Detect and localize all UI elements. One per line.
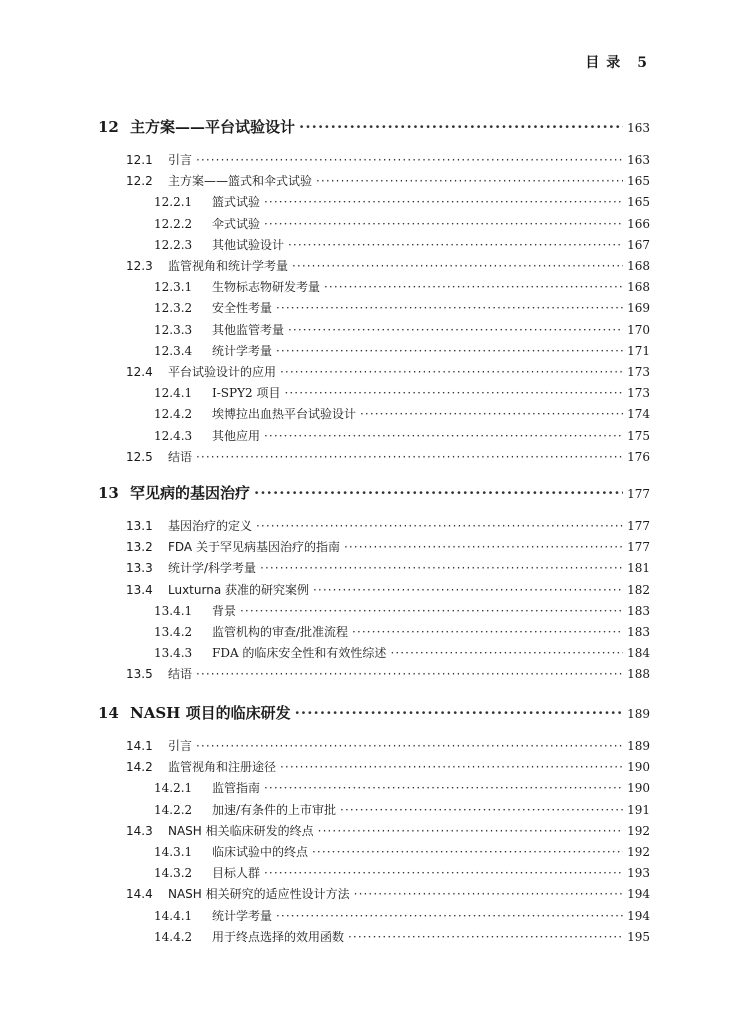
- toc-entry-title: 统计学考量: [212, 343, 273, 358]
- toc-entry-sub[interactable]: [154, 342, 650, 359]
- toc-entry-page-number: 182: [627, 582, 650, 597]
- toc-entry-title: 平台试验设计的应用: [168, 365, 277, 379]
- toc-entry-page-number: 190: [627, 781, 650, 796]
- toc-entry-title: 结语: [168, 667, 193, 682]
- dot-leader: [260, 561, 623, 575]
- toc-entry-number: 12.2.2: [154, 216, 193, 231]
- toc-entry-sub[interactable]: [154, 779, 650, 796]
- toc-entry-title: 监管视角和统计学考量: [168, 259, 289, 273]
- toc-entry-title: 主方案——篮式和伞式试验: [168, 174, 313, 189]
- toc-entry-title: NASH 相关临床研发的终点: [168, 823, 314, 838]
- toc-entry-title: 用于终点选择的效用函数: [212, 929, 345, 944]
- toc-entry-number: 14.2: [126, 760, 153, 775]
- toc-entry-sub[interactable]: [154, 644, 650, 661]
- toc-entry-title: 背景: [212, 603, 237, 618]
- toc-entry-number: 13.4.2: [154, 625, 193, 639]
- dot-leader: [256, 519, 623, 533]
- toc-entry-title: 伞式试验: [212, 216, 261, 231]
- toc-entry-number: 12.4.3: [154, 428, 193, 443]
- toc-entry-title: 其他试验设计: [212, 237, 285, 252]
- toc-entry-title: 其他应用: [212, 428, 261, 443]
- toc-entry-sub[interactable]: [154, 384, 650, 401]
- toc-entry-number: 13.2: [126, 540, 153, 555]
- toc-entry-number: 13.1: [126, 519, 153, 533]
- toc-entry-sub[interactable]: [154, 299, 650, 316]
- dot-leader: [344, 540, 623, 554]
- toc-entry-page-number: 177: [627, 519, 650, 533]
- toc-entry-sec[interactable]: [126, 758, 650, 775]
- dot-leader: [390, 646, 623, 660]
- toc-entry-title: 监管指南: [212, 781, 261, 796]
- toc-entry-title: 其他监管考量: [212, 322, 285, 337]
- dot-leader: [284, 386, 623, 400]
- toc-entry-number: 13: [98, 484, 119, 502]
- dot-leader: [316, 174, 623, 188]
- toc-entry-sub[interactable]: [154, 321, 650, 338]
- toc-entry-sub[interactable]: [154, 623, 650, 640]
- toc-entry-page-number: 174: [627, 407, 650, 422]
- toc-entry-number: 14.3.1: [154, 845, 193, 859]
- toc-entry-page-number: 167: [627, 237, 650, 252]
- dot-leader: [340, 803, 623, 817]
- toc-entry-sub[interactable]: [154, 427, 650, 444]
- toc-entry-chapter[interactable]: [98, 702, 650, 723]
- toc-entry-page-number: 166: [627, 216, 650, 231]
- toc-entry-sub[interactable]: [154, 405, 650, 422]
- toc-entry-number: 13.3: [126, 561, 153, 576]
- toc-entry-title: 结语: [168, 449, 193, 464]
- toc-entry-sec[interactable]: [126, 822, 650, 839]
- dot-leader: [288, 323, 623, 337]
- toc-entry-title: FDA 的临床安全性和有效性综述: [212, 646, 387, 661]
- toc-entry-number: 14.4: [126, 887, 153, 902]
- toc-entry-sec[interactable]: [126, 665, 650, 682]
- toc-entry-sub[interactable]: [154, 864, 650, 881]
- toc-entry-title: 统计学/科学考量: [168, 561, 257, 576]
- toc-entry-number: 12.2.3: [154, 237, 193, 252]
- toc-entry-title: 临床试验中的终点: [212, 845, 309, 859]
- toc-entry-sec[interactable]: [126, 737, 650, 754]
- dot-leader: [354, 887, 623, 901]
- toc-entry-title: 生物标志物研发考量: [212, 280, 321, 295]
- toc-entry-page-number: 193: [627, 866, 650, 881]
- toc-entry-title: 埃博拉出血热平台试验设计: [212, 407, 357, 422]
- toc-entry-title: 统计学考量: [212, 908, 273, 923]
- toc-entry-sub[interactable]: [154, 602, 650, 619]
- toc-entry-title: Luxturna 获准的研究案例: [168, 582, 309, 597]
- toc-entry-number: 14.4.2: [154, 929, 193, 944]
- toc-entry-number: 12.4: [126, 365, 153, 379]
- toc-entry-sec[interactable]: [126, 559, 650, 576]
- toc-entry-title: 篮式试验: [212, 195, 261, 210]
- toc-entry-title: 主方案——平台试验设计: [130, 118, 296, 136]
- toc-entry-page-number: 189: [627, 739, 650, 753]
- toc-entry-number: 13.4.3: [154, 646, 193, 661]
- dot-leader: [313, 583, 623, 597]
- toc-entry-page-number: 163: [627, 153, 650, 167]
- toc-entry-page-number: 173: [627, 365, 650, 379]
- toc-entry-number: 12.3.3: [154, 322, 193, 337]
- dot-leader: [276, 301, 623, 315]
- toc-entry-number: 12: [98, 118, 119, 136]
- toc-entry-page-number: 173: [627, 386, 650, 401]
- toc-entry-title: 引言: [168, 739, 193, 753]
- toc-entry-page-number: 163: [627, 121, 650, 135]
- toc-entry-number: 13.4.1: [154, 603, 193, 618]
- toc-entry-page-number: 168: [627, 280, 650, 295]
- toc-entry-title: 基因治疗的定义: [168, 519, 253, 533]
- dot-leader: [280, 365, 623, 379]
- toc-entry-number: 14.2.1: [154, 781, 193, 796]
- toc-entry-page-number: 168: [627, 259, 650, 273]
- dot-leader: [254, 484, 623, 502]
- toc-entry-sub[interactable]: [154, 236, 650, 253]
- toc-entry-page-number: 183: [627, 625, 650, 639]
- toc-entry-sec[interactable]: [126, 172, 650, 189]
- toc-entry-number: 12.2.1: [154, 195, 193, 210]
- toc-entry-number: 12.3.2: [154, 301, 193, 316]
- toc-entry-page-number: 170: [627, 322, 650, 337]
- running-header-title: 目 录: [585, 55, 622, 71]
- toc-entry-number: 14.3: [126, 823, 153, 838]
- toc-entry-sub[interactable]: [154, 907, 650, 924]
- toc-entry-page-number: 181: [627, 561, 650, 576]
- toc-entry-title: I-SPY2 项目: [212, 386, 281, 401]
- toc-entry-page-number: 191: [627, 802, 650, 817]
- toc-entry-title: 引言: [168, 153, 193, 167]
- dot-leader: [312, 845, 623, 859]
- toc-entry-chapter[interactable]: [98, 482, 650, 503]
- toc-entry-number: 12.2: [126, 174, 153, 189]
- toc-entry-page-number: 169: [627, 301, 650, 316]
- dot-leader: [264, 195, 623, 209]
- toc-entry-page-number: 194: [627, 887, 650, 902]
- toc-entry-title: 罕见病的基因治疗: [130, 484, 251, 502]
- toc-entry-chapter[interactable]: [98, 116, 650, 137]
- toc-entry-number: 12.5: [126, 449, 153, 464]
- toc-entry-sec[interactable]: [126, 257, 650, 274]
- dot-leader: [360, 407, 623, 421]
- running-header-page-number: 5: [637, 55, 648, 71]
- dot-leader: [196, 153, 623, 167]
- dot-leader: [292, 259, 623, 273]
- dot-leader: [240, 604, 623, 618]
- toc-entry-page-number: 192: [627, 823, 650, 838]
- toc-entry-sec[interactable]: [126, 517, 650, 534]
- dot-leader: [196, 450, 623, 464]
- dot-leader: [196, 739, 623, 753]
- toc-entry-number: 12.1: [126, 153, 153, 167]
- toc-entry-page-number: 177: [627, 487, 650, 501]
- toc-entry-number: 13.4: [126, 582, 153, 597]
- toc-entry-number: 14.3.2: [154, 866, 193, 881]
- dot-leader: [276, 344, 623, 358]
- toc-entry-page-number: 165: [627, 195, 650, 210]
- dot-leader: [324, 280, 623, 294]
- dot-leader: [264, 429, 623, 443]
- toc-entry-page-number: 183: [627, 603, 650, 618]
- dot-leader: [280, 760, 623, 774]
- dot-leader: [299, 118, 623, 136]
- toc-entry-sec[interactable]: [126, 581, 650, 598]
- toc-entry-number: 14.1: [126, 739, 153, 753]
- toc-entry-page-number: 190: [627, 760, 650, 775]
- toc-entry-sec[interactable]: [126, 448, 650, 465]
- toc-entry-sub[interactable]: [154, 278, 650, 295]
- running-header: [585, 52, 648, 72]
- dot-leader: [352, 625, 623, 639]
- toc-entry-page-number: 171: [627, 343, 650, 358]
- dot-leader: [295, 704, 624, 722]
- dot-leader: [264, 866, 623, 880]
- toc-entry-page-number: 189: [627, 707, 650, 721]
- dot-leader: [318, 824, 623, 838]
- toc-entry-number: 12.3: [126, 259, 153, 273]
- toc-entry-sec[interactable]: [126, 538, 650, 555]
- toc-entry-number: 14.2.2: [154, 802, 193, 817]
- toc-entry-title: NASH 项目的临床研发: [130, 704, 291, 722]
- dot-leader: [276, 909, 623, 923]
- toc-entry-sec[interactable]: [126, 885, 650, 902]
- toc-entry-number: 12.4.1: [154, 386, 193, 401]
- toc-entry-sub[interactable]: [154, 843, 650, 860]
- toc-entry-sub[interactable]: [154, 928, 650, 945]
- toc-entry-title: 目标人群: [212, 866, 261, 881]
- toc-entry-sec[interactable]: [126, 363, 650, 380]
- dot-leader: [264, 217, 623, 231]
- dot-leader: [348, 930, 623, 944]
- toc-entry-page-number: 195: [627, 929, 650, 944]
- toc-entry-number: 14: [98, 704, 119, 722]
- toc-entry-page-number: 176: [627, 449, 650, 464]
- toc-entry-title: 加速/有条件的上市审批: [212, 802, 337, 817]
- toc-entry-number: 12.4.2: [154, 407, 193, 422]
- dot-leader: [196, 667, 623, 681]
- toc-entry-number: 12.3.4: [154, 343, 193, 358]
- toc-entry-page-number: 194: [627, 908, 650, 923]
- toc-entry-title: 安全性考量: [212, 301, 273, 316]
- toc-entry-number: 13.5: [126, 667, 153, 682]
- toc-entry-title: 监管机构的审查/批准流程: [212, 625, 349, 639]
- toc-entry-title: FDA 关于罕见病基因治疗的指南: [168, 540, 340, 555]
- toc-entry-sub[interactable]: [154, 193, 650, 210]
- dot-leader: [288, 238, 623, 252]
- toc-entry-title: NASH 相关研究的适应性设计方法: [168, 887, 350, 902]
- toc-entry-page-number: 184: [627, 646, 650, 661]
- toc-entry-sub[interactable]: [154, 215, 650, 232]
- dot-leader: [264, 781, 623, 795]
- toc-entry-page-number: 192: [627, 845, 650, 859]
- toc-entry-sub[interactable]: [154, 801, 650, 818]
- toc-entry-number: 14.4.1: [154, 908, 193, 923]
- toc-entry-number: 12.3.1: [154, 280, 193, 295]
- toc-entry-page-number: 177: [627, 540, 650, 555]
- toc-entry-title: 监管视角和注册途径: [168, 760, 277, 775]
- toc-entry-page-number: 175: [627, 428, 650, 443]
- toc-entry-sec[interactable]: [126, 151, 650, 168]
- toc-entry-page-number: 165: [627, 174, 650, 189]
- toc-entry-page-number: 188: [627, 667, 650, 682]
